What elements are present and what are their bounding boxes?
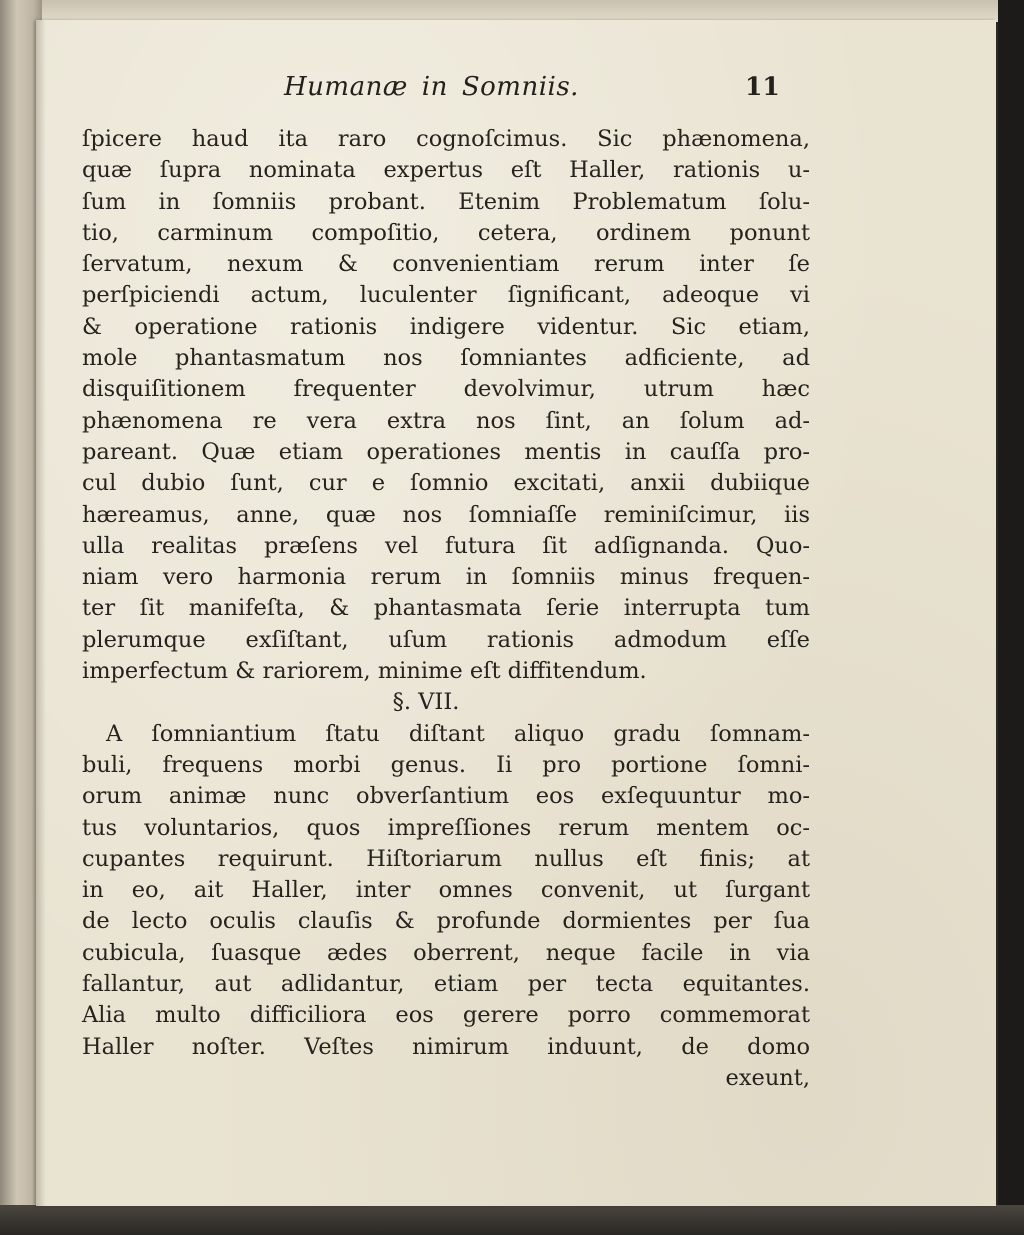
book-top-edge <box>0 0 1000 22</box>
text-line: A ſomniantium ſtatu diſtant aliquo gradu ſomnam- <box>106 720 810 747</box>
body-text <box>82 124 810 1094</box>
text-line: cul dubio ſunt, cur e ſomnio excitati, anxii dubiique <box>82 470 810 497</box>
text-line: ulla realitas præſens vel futura ſit adſignanda. Quo- <box>82 532 810 559</box>
text-line: Haller noſter. Veſtes nimirum induunt, de domo <box>82 1033 810 1060</box>
running-head-word: Humanæ <box>284 72 408 102</box>
running-head <box>284 72 579 102</box>
paragraph-1 <box>82 124 810 687</box>
text-line: pareant. Quæ etiam operationes mentis in cauſſa pro- <box>82 438 810 465</box>
text-line: in eo, ait Haller, inter omnes convenit, ut ſurgant <box>82 877 810 904</box>
catchword: exeunt, <box>725 1064 810 1091</box>
page-fold-shadow <box>36 20 46 1206</box>
right-shadow <box>998 0 1024 1235</box>
text-line: disquiſitionem frequenter devolvimur, utrum hæc <box>82 376 810 403</box>
text-line: plerumque exſiſtant, uſum rationis admodum eſſe <box>82 626 810 653</box>
text-line: ſervatum, nexum & convenientiam rerum inter ſe <box>82 251 810 278</box>
text-line: fallantur, aut adlidantur, etiam per tecta equitantes. <box>82 971 810 998</box>
page-number: 11 <box>745 72 780 101</box>
text-line: & operatione rationis indigere videntur. Sic etiam, <box>82 313 810 340</box>
text-line: ter ſit manifeſta, & phantasmata ſerie interrupta tum <box>82 595 810 622</box>
text-line: niam vero harmonia rerum in ſomniis minus frequen- <box>82 564 810 591</box>
running-head-word: in <box>421 72 448 102</box>
text-line: phænomena re vera extra nos ſint, an ſolum ad- <box>82 407 810 434</box>
running-head-word: Somniis. <box>461 72 579 102</box>
text-line: hæreamus, anne, quæ nos ſomniaſſe reminiſcimur, iis <box>82 501 810 528</box>
text-line: imperfectum & rariorem, minime eſt diffitendum. <box>82 658 647 685</box>
paragraph-2 <box>82 719 810 1063</box>
text-line: orum animæ nunc obverſantium eos exſequuntur mo- <box>82 783 810 810</box>
text-line: tus voluntarios, quos impreſſiones rerum mentem oc- <box>82 814 810 841</box>
text-line: Alia multo difficiliora eos gerere porro commemorat <box>82 1002 810 1029</box>
text-line: de lecto oculis clauſis & profunde dormientes per ſua <box>82 908 810 935</box>
bottom-shadow <box>0 1205 1024 1235</box>
text-line: quæ ſupra nominata expertus eſt Haller, rationis u- <box>82 157 810 184</box>
text-line: ſum in ſomniis probant. Etenim Problematum ſolu- <box>82 188 810 215</box>
text-line: perſpiciendi actum, luculenter ſignificant, adeoque vi <box>82 282 810 309</box>
text-line: tio, carminum compoſitio, cetera, ordinem ponunt <box>82 219 810 246</box>
text-line: buli, frequens morbi genus. Ii pro portione ſomni- <box>82 751 810 778</box>
section-heading: §. VII. <box>392 689 460 716</box>
text-line: cubicula, ſuasque ædes oberrent, neque facile in via <box>82 939 810 966</box>
text-line: cupantes requirunt. Hiſtoriarum nullus eſt finis; at <box>82 845 810 872</box>
text-line: mole phantasmatum nos ſomniantes adficiente, ad <box>82 345 810 372</box>
text-line: ſpicere haud ita raro cognoſcimus. Sic phænomena, <box>82 126 810 152</box>
